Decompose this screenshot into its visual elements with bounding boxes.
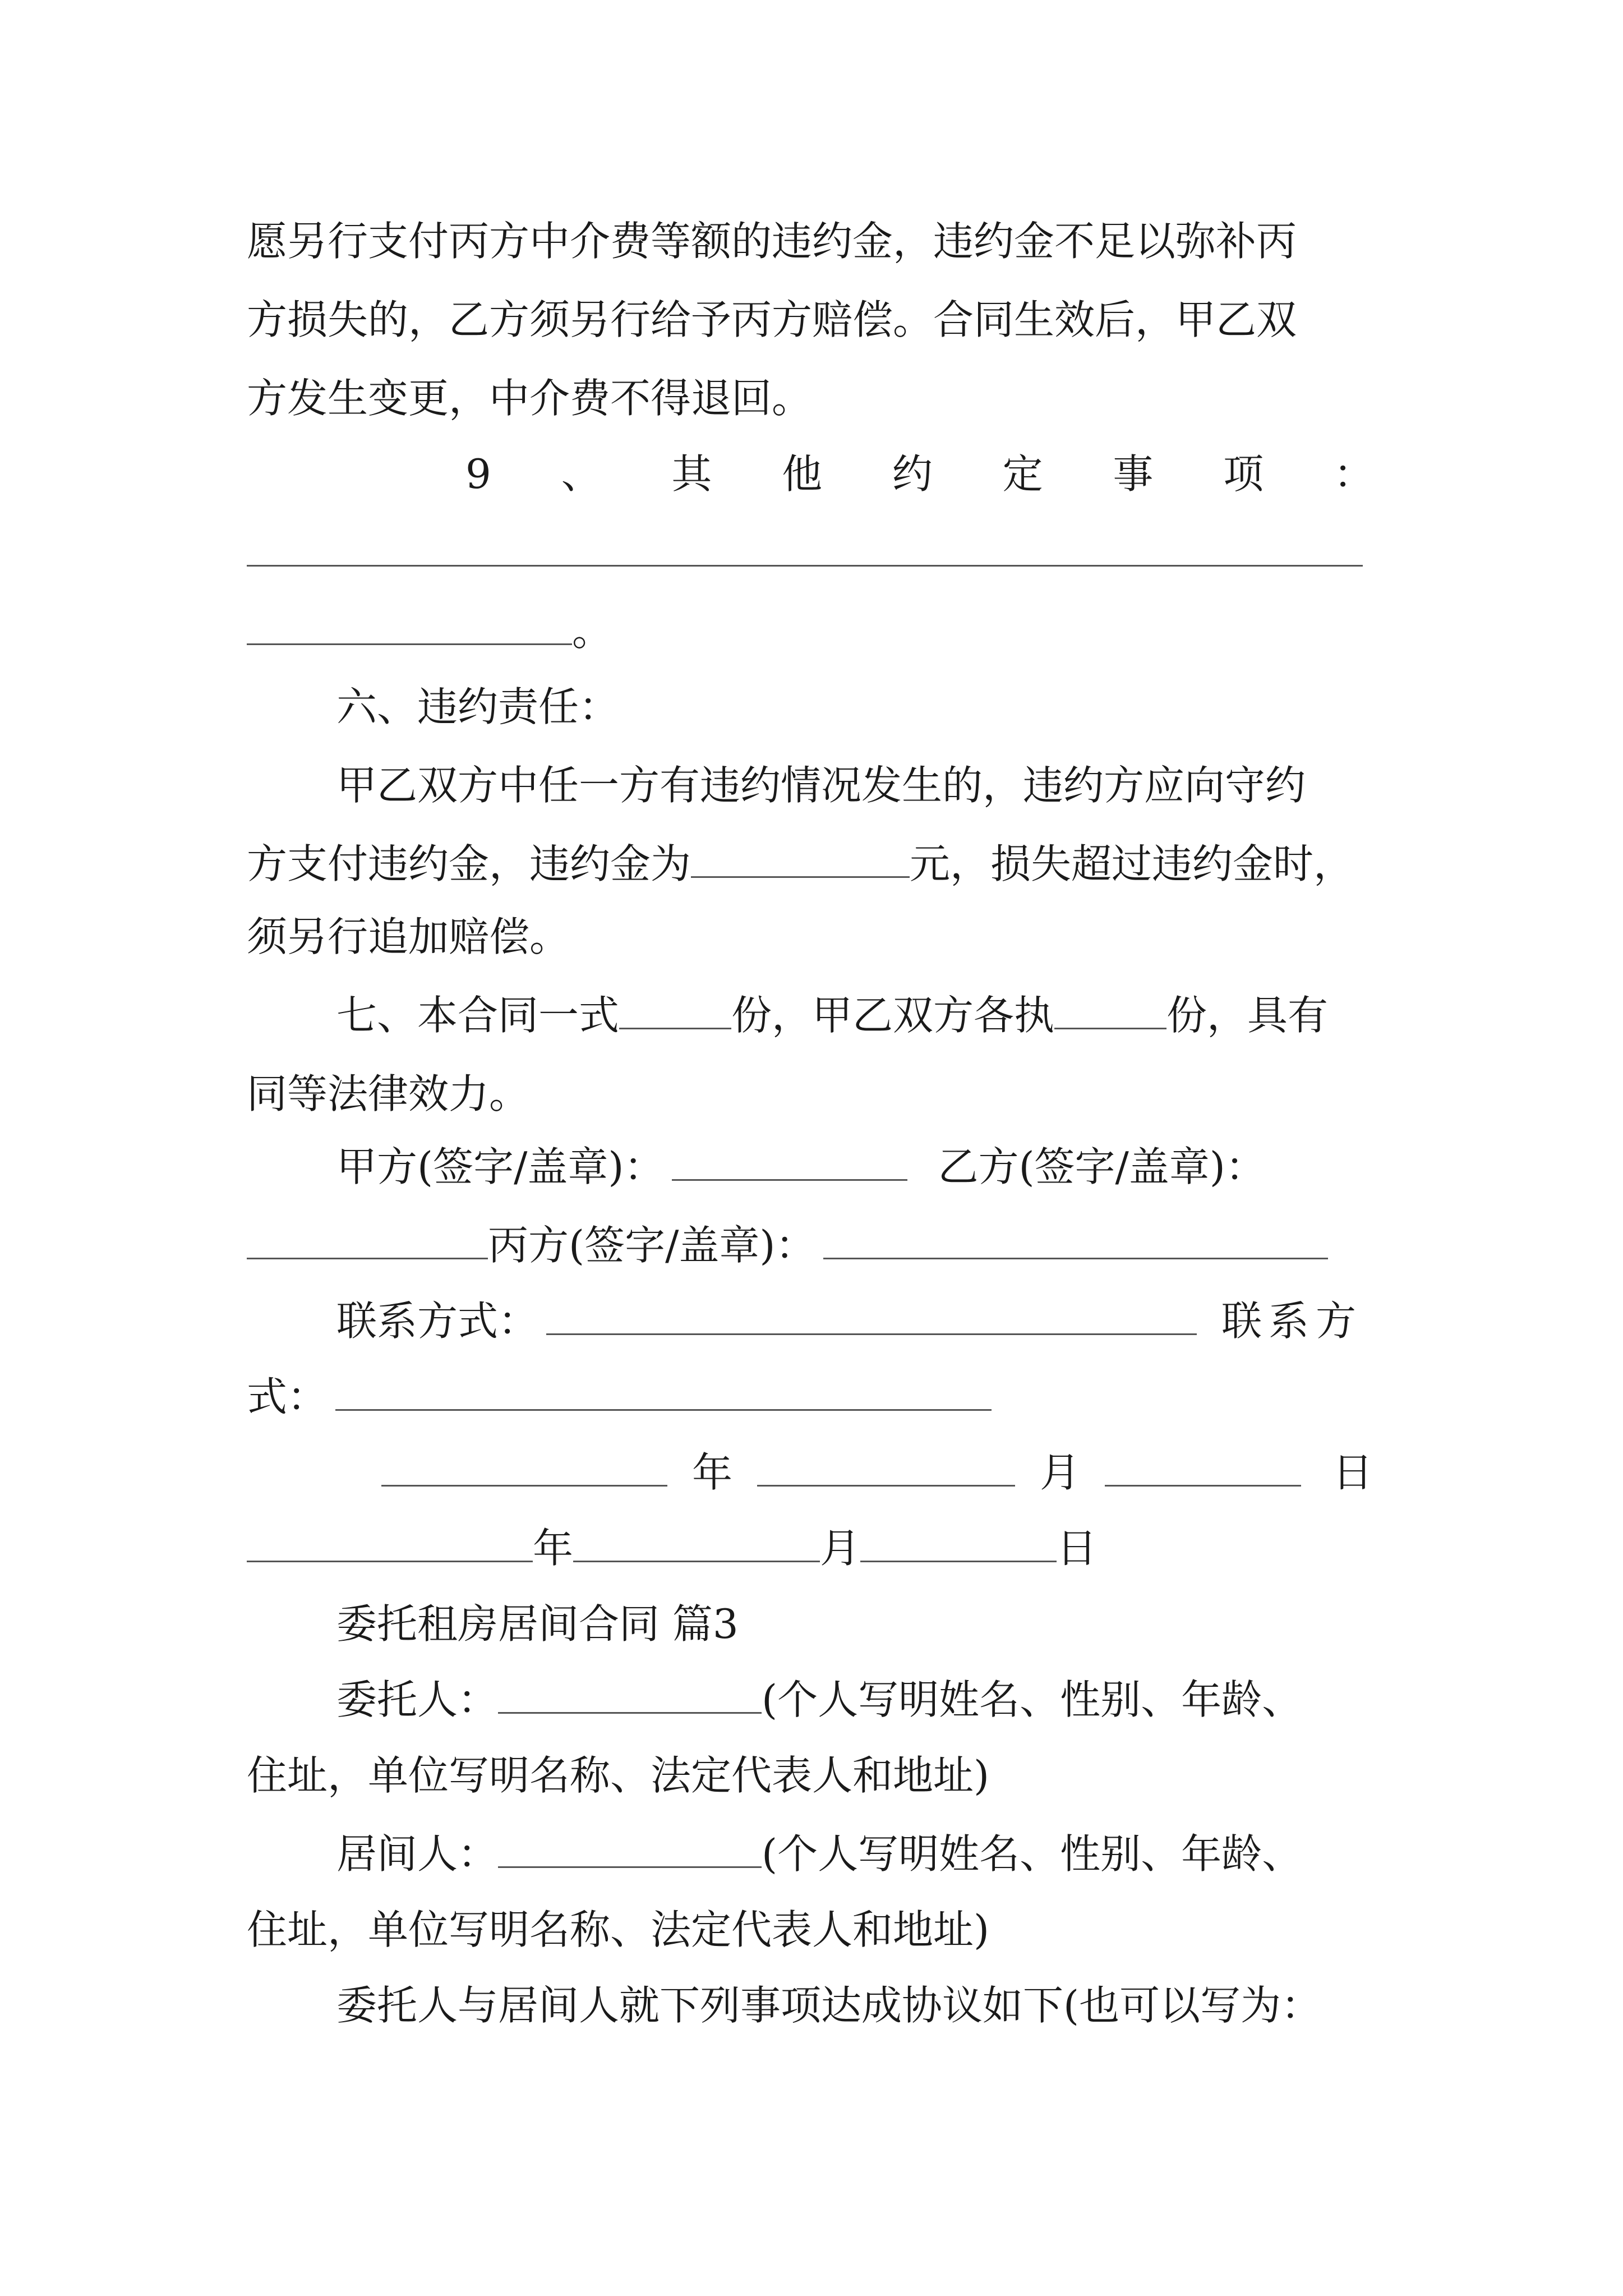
paragraph-line: 须另行追加赔偿。 bbox=[247, 913, 570, 960]
item-9-char: ： bbox=[1333, 450, 1374, 498]
fill-blank bbox=[247, 604, 572, 645]
party-c-sign-blank bbox=[823, 1218, 1328, 1259]
paragraph-line: 同等法律效力。 bbox=[247, 1070, 530, 1117]
paragraph-line: 方发生变更，中介费不得退回。 bbox=[247, 375, 813, 422]
section-7 bbox=[336, 976, 1481, 1055]
day-label: 日 bbox=[1332, 1449, 1373, 1496]
year-blank bbox=[381, 1446, 667, 1487]
item-9-char: 定 bbox=[1002, 450, 1043, 498]
contact-line-2 bbox=[247, 1358, 1391, 1436]
contract-heading: 委托租房居间合同 篇3 bbox=[336, 1600, 739, 1648]
item-9-char: 约 bbox=[892, 450, 933, 498]
paragraph-line: 方损失的，乙方须另行给予丙方赔偿。合同生效后，甲乙双 bbox=[247, 296, 1297, 343]
item-9-char: 、 bbox=[561, 450, 602, 498]
month-label: 月 bbox=[820, 1525, 861, 1572]
penalty-amount-blank bbox=[691, 837, 910, 878]
client-line bbox=[336, 1660, 1481, 1739]
date-line-2 bbox=[247, 1509, 1391, 1588]
penalty-text: 方支付违约金，违约金为 bbox=[247, 840, 691, 887]
contact-blank bbox=[546, 1294, 1197, 1335]
paragraph-line: 甲乙双方中任一方有违约情况发生的，违约方应向守约 bbox=[336, 762, 1306, 809]
client-label: 委托人： bbox=[336, 1676, 499, 1723]
signature-line-ab bbox=[336, 1128, 1481, 1206]
year-label: 年 bbox=[692, 1449, 733, 1496]
date-line-1 bbox=[381, 1433, 1391, 1512]
party-b-sign-label: 乙方(签字/盖章)： bbox=[938, 1143, 1266, 1190]
paragraph-line: 委托人与居间人就下列事项达成协议如下(也可以写为： bbox=[336, 1982, 1322, 2029]
copies-text: 七、本合同一式 bbox=[336, 992, 620, 1039]
contact-blank-2 bbox=[335, 1370, 992, 1411]
party-a-sign-label: 甲方(签字/盖章)： bbox=[336, 1143, 665, 1190]
paragraph-line: 愿另行支付丙方中介费等额的违约金，违约金不足以弥补丙 bbox=[247, 218, 1297, 265]
contact-label-2: 联系方 bbox=[1221, 1297, 1363, 1345]
blank-line-end bbox=[247, 592, 1391, 670]
contact-label-2-cont: 式： bbox=[247, 1373, 328, 1420]
month-blank bbox=[573, 1521, 820, 1562]
paragraph-line bbox=[247, 825, 1391, 903]
period: 。 bbox=[572, 608, 613, 655]
broker-label: 居间人： bbox=[336, 1830, 499, 1878]
blank-line bbox=[247, 513, 1391, 592]
day-label: 日 bbox=[1057, 1525, 1098, 1572]
year-blank bbox=[247, 1521, 533, 1562]
item-9-char: 其 bbox=[671, 450, 712, 498]
client-note: (个人写明姓名、性别、年龄、 bbox=[762, 1676, 1303, 1723]
month-blank bbox=[757, 1446, 1015, 1487]
signature-line-c bbox=[247, 1206, 1391, 1285]
fill-blank bbox=[247, 526, 1363, 567]
penalty-text: 元，损失超过违约金时， bbox=[910, 840, 1354, 887]
copies-each-blank bbox=[1054, 988, 1166, 1029]
item-9-char: 他 bbox=[782, 450, 823, 498]
day-blank bbox=[860, 1521, 1057, 1562]
party-a-sign-blank bbox=[672, 1140, 907, 1181]
broker-blank bbox=[498, 1827, 762, 1868]
copies-text: 份，具有 bbox=[1166, 992, 1329, 1039]
month-label: 月 bbox=[1040, 1449, 1081, 1496]
broker-line bbox=[336, 1815, 1481, 1893]
item-9-char: 项 bbox=[1223, 450, 1264, 498]
year-label: 年 bbox=[533, 1525, 574, 1572]
item-9-char: 事 bbox=[1113, 450, 1154, 498]
client-blank bbox=[498, 1673, 762, 1714]
party-b-sign-blank bbox=[247, 1218, 488, 1259]
copies-blank bbox=[619, 988, 731, 1029]
section-6-title: 六、违约责任： bbox=[336, 683, 620, 730]
contact-line bbox=[336, 1282, 1481, 1360]
day-blank bbox=[1105, 1446, 1301, 1487]
paragraph-line: 住址，单位写明名称、法定代表人和地址) bbox=[247, 1906, 990, 1953]
copies-text: 份，甲乙双方各执 bbox=[731, 992, 1055, 1039]
contact-label: 联系方式： bbox=[336, 1297, 539, 1345]
broker-note: (个人写明姓名、性别、年龄、 bbox=[762, 1830, 1303, 1878]
party-c-sign-label: 丙方(签字/盖章)： bbox=[488, 1222, 816, 1269]
item-9-heading bbox=[465, 435, 1374, 513]
item-9-char: 9 bbox=[465, 450, 491, 498]
paragraph-line: 住址，单位写明名称、法定代表人和地址) bbox=[247, 1752, 990, 1799]
